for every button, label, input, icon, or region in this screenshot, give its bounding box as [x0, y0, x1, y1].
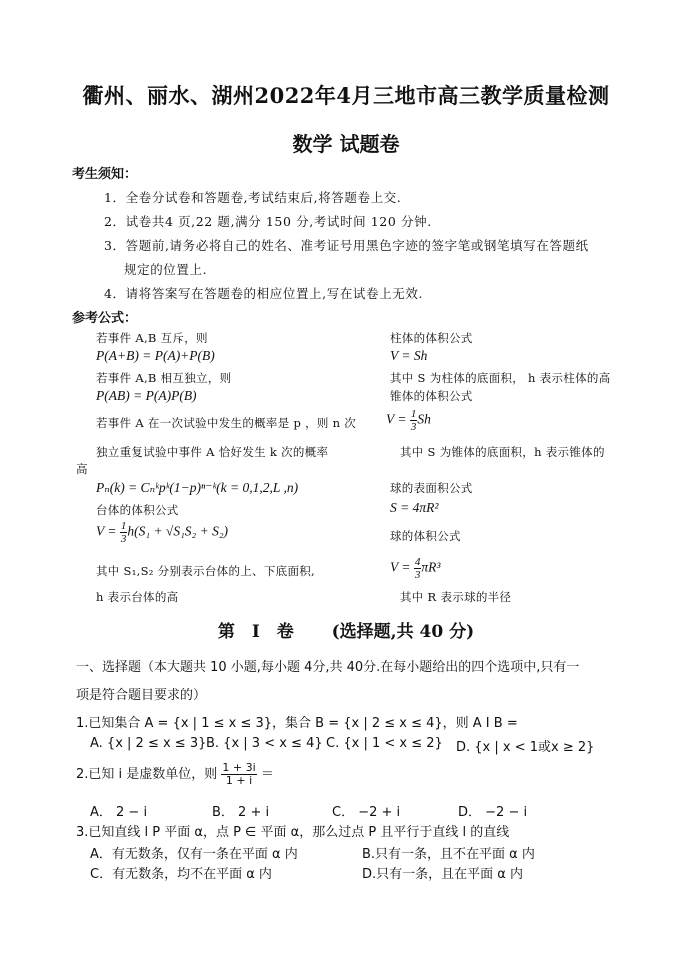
formula-sphere-rest: πR³ [421, 559, 441, 575]
notice-item-4: 4．请将答案写在答题卷的相应位置上,写在试卷上无效. [104, 286, 424, 301]
q2-option-b: B． 2 + i [212, 805, 270, 820]
formula-left-3: 若事件 A,B 相互独立，则 [96, 371, 232, 385]
q2-option-d: D． −2 − i [458, 805, 528, 820]
section-header [0, 617, 692, 642]
q1-option-d: D. {x | x < 1或x ≥ 2} [456, 740, 595, 755]
notice-item-3-cont: 规定的位置上. [124, 262, 208, 277]
section-desc: (选择题,共 40 分) [331, 622, 475, 642]
frac-den: 3 [410, 421, 417, 433]
formula-left-13: h 表示台体的高 [96, 590, 179, 604]
q2-stem-tail: ＝ [260, 767, 274, 782]
q2-frac-num: 1 + 3i [222, 761, 256, 774]
formula-sphere-volume [390, 556, 440, 581]
q2-option-c: C． −2 + i [332, 805, 401, 820]
q3-option-a: A．有无数条，仅有一条在平面 α 内 [90, 847, 298, 862]
q2-stem-text: 2.已知 i 是虚数单位，则 [76, 767, 218, 782]
formula-left-1: 若事件 A,B 互斥，则 [96, 331, 208, 345]
formula-left-4: P(AB) = P(A)P(B) [96, 388, 197, 403]
formula-right-7: 其中 S 为锥体的底面积，h 表示锥体的 [400, 445, 605, 459]
q1-option-b: B. {x | 3 < x ≤ 4} [206, 736, 323, 751]
formula-sphere-v: V = [390, 559, 414, 575]
formula-left-6: 独立重复试验中事件 A 恰好发生 k 次的概率 [96, 445, 329, 459]
q3-option-c: C．有无数条，均不在平面 α 内 [90, 867, 272, 882]
q2-fraction [221, 762, 256, 787]
formula-frustum-rest: h(S₁ + √S₁S₂ + S₂) [127, 523, 229, 539]
frac-den: 3 [120, 533, 127, 545]
section-label: 第 Ⅰ 卷 [217, 622, 294, 642]
page-title: 衢州、丽水、湖州2022年4月三地市高三教学质量检测 [82, 83, 610, 108]
formula-right-13: 其中 R 表示球的半径 [400, 590, 512, 604]
formula-frustum-v: V = [96, 523, 120, 539]
q2-stem [76, 762, 274, 787]
formula-left-5: 若事件 A 在一次试验中发生的概率是 p ，则 n 次 [96, 416, 357, 430]
notice-item-2: 2．试卷共4 页,22 题,满分 150 分,考试时间 120 分钟. [104, 214, 432, 229]
formula-right-8: 球的表面积公式 [390, 481, 473, 495]
notice-heading: 考生须知： [72, 167, 138, 182]
frac-num: 4 [414, 556, 421, 568]
q3-option-d: D.只有一条，且在平面 α 内 [362, 867, 523, 882]
formula-frustum-volume [96, 520, 228, 545]
choice-intro-1: 一、选择题（本大题共 10 小题,每小题 4分,共 40分.在每小题给出的四个选项中,只有一 [76, 660, 580, 675]
q1-stem: 1.已知集合 A = {x | 1 ≤ x ≤ 3}，集合 B = {x | 2 ≤ x ≤ 4}，则 A I B = [76, 716, 518, 731]
notice-item-3: 3．答题前,请务必将自己的姓名、准考证号用黑色字迹的签字笔或钢笔填写在答题纸 [104, 238, 589, 253]
q2-frac-den: 1 + i [225, 774, 253, 787]
formula-right-4: 锥体的体积公式 [390, 389, 473, 403]
formula-heading: 参考公式： [72, 311, 138, 326]
formula-cone-v: V = [386, 411, 410, 427]
notice-item-1: 1．全卷分试卷和答题卷,考试结束后,将答题卷上交. [104, 190, 402, 205]
choice-intro-2: 项是符合题目要求的） [76, 688, 207, 703]
formula-right-3: 其中 S 为柱体的底面积， h 表示柱体的高 [390, 371, 611, 385]
q1-option-c: C. {x | 1 < x ≤ 2} [326, 736, 443, 751]
q3-option-b: B.只有一条，且不在平面 α 内 [362, 847, 535, 862]
formula-left-9: 台体的体积公式 [96, 503, 179, 517]
formula-right-1: 柱体的体积公式 [390, 331, 473, 345]
frac-den: 3 [414, 569, 421, 581]
formula-right-10: 球的体积公式 [390, 529, 461, 543]
formula-left-2: P(A+B) = P(A)+P(B) [96, 348, 215, 363]
formula-right-9: S = 4πR² [390, 500, 439, 515]
page-subtitle: 数学 试题卷 [292, 132, 400, 156]
frac-num: 1 [410, 408, 417, 420]
formula-left-12: 其中 S₁,S₂ 分别表示台体的上、下底面积, [96, 564, 315, 578]
formula-cone-rest: Sh [417, 411, 431, 427]
q1-option-a: A. {x | 2 ≤ x ≤ 3} [90, 736, 207, 751]
formula-left-8: Pₙ(k) = Cₙᵏpᵏ(1−p)ⁿ⁻ᵏ(k = 0,1,2,L ,n) [96, 480, 299, 495]
formula-right-2: V = Sh [390, 348, 428, 363]
q2-option-a: A． 2 − i [90, 805, 148, 820]
formula-cone-volume [386, 408, 431, 433]
q3-stem: 3.已知直线 l P 平面 α，点 P ∈ 平面 α，那么过点 P 且平行于直线 l 的直线 [76, 825, 510, 840]
frac-num: 1 [120, 520, 127, 532]
formula-left-7: 高 [76, 462, 88, 476]
